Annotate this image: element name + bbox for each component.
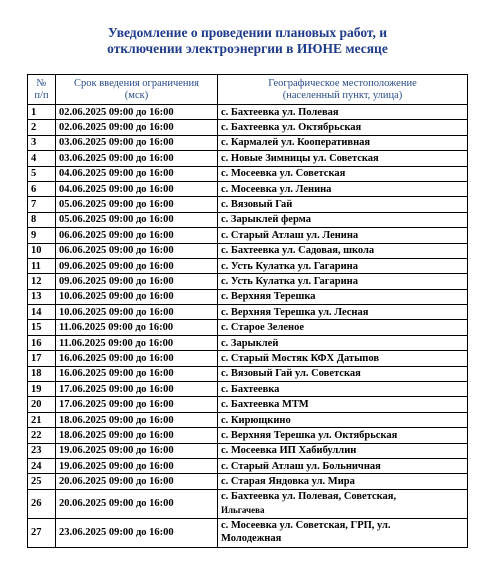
row-period: 06.06.2025 09:00 до 16:00	[56, 243, 218, 258]
table-row	[28, 458, 468, 473]
header-number: № п/п	[28, 75, 56, 105]
row-location: с. Бахтеевка ул. Полевая	[218, 105, 468, 120]
row-number: 11	[28, 258, 56, 273]
table-row	[28, 320, 468, 335]
table-row	[28, 289, 468, 304]
row-number: 18	[28, 366, 56, 381]
row-period: 03.06.2025 09:00 до 16:00	[56, 151, 218, 166]
row-number: 23	[28, 443, 56, 458]
row-number: 14	[28, 305, 56, 320]
row-location: с. Бахтеевка ул. Октябрьская	[218, 120, 468, 135]
row-location: с. Мосеевка ул. Советская	[218, 166, 468, 181]
row-number: 27	[28, 518, 56, 547]
outage-schedule-table	[27, 74, 468, 548]
row-period: 02.06.2025 09:00 до 16:00	[56, 105, 218, 120]
row-number: 22	[28, 428, 56, 443]
row-location-line-1: с. Мосеевка ул. Советская, ГРП, ул.	[221, 520, 391, 532]
row-period: 10.06.2025 09:00 до 16:00	[56, 289, 218, 304]
row-location	[218, 518, 468, 547]
row-period: 04.06.2025 09:00 до 16:00	[56, 166, 218, 181]
row-location: с. Старая Яндовка ул. Мира	[218, 474, 468, 489]
row-number: 17	[28, 351, 56, 366]
row-number: 2	[28, 120, 56, 135]
table-row	[28, 489, 468, 518]
row-period: 16.06.2025 09:00 до 16:00	[56, 351, 218, 366]
row-location	[218, 489, 468, 518]
row-period: 09.06.2025 09:00 до 16:00	[56, 258, 218, 273]
row-number: 10	[28, 243, 56, 258]
row-location: с. Верхняя Терешка ул. Октябрьская	[218, 428, 468, 443]
row-number: 7	[28, 197, 56, 212]
row-period: 02.06.2025 09:00 до 16:00	[56, 120, 218, 135]
table-row	[28, 428, 468, 443]
row-number: 26	[28, 489, 56, 518]
header-location: Географическое местоположение (населенный пункт, улица)	[218, 75, 468, 105]
row-period: 17.06.2025 09:00 до 16:00	[56, 397, 218, 412]
row-location: с. Бахтеевка ул. Садовая, школа	[218, 243, 468, 258]
row-location-line-2: Ильгачева	[221, 504, 265, 515]
table-row	[28, 518, 468, 547]
title-line-2: отключении электроэнергии в ИЮНЕ месяце	[107, 41, 388, 56]
table-row	[28, 443, 468, 458]
row-number: 25	[28, 474, 56, 489]
row-period: 06.06.2025 09:00 до 16:00	[56, 228, 218, 243]
row-location: с. Вязовый Гай ул. Советская	[218, 366, 468, 381]
table-row	[28, 197, 468, 212]
row-period: 17.06.2025 09:00 до 16:00	[56, 382, 218, 397]
table-row	[28, 412, 468, 427]
table-row	[28, 228, 468, 243]
table-row	[28, 135, 468, 150]
table-row	[28, 166, 468, 181]
row-location: с. Старый Атлаш ул. Ленина	[218, 228, 468, 243]
table-row	[28, 243, 468, 258]
table-row	[28, 382, 468, 397]
row-location: с. Мосеевка ул. Ленина	[218, 181, 468, 196]
table-row	[28, 397, 468, 412]
table-header-row	[28, 75, 468, 105]
table-row	[28, 120, 468, 135]
row-number: 16	[28, 335, 56, 350]
row-number: 24	[28, 458, 56, 473]
table-row	[28, 181, 468, 196]
row-number: 19	[28, 382, 56, 397]
title-line-1: Уведомление о проведении плановых работ, и	[107, 25, 388, 40]
row-location: с. Усть Кулатка ул. Гагарина	[218, 258, 468, 273]
header-period: Срок введения ограничения (мск)	[56, 75, 218, 105]
row-number: 8	[28, 212, 56, 227]
row-number: 12	[28, 274, 56, 289]
row-location: с. Верхняя Терешка	[218, 289, 468, 304]
row-period: 16.06.2025 09:00 до 16:00	[56, 366, 218, 381]
row-period: 19.06.2025 09:00 до 16:00	[56, 458, 218, 473]
row-number: 6	[28, 181, 56, 196]
table-row	[28, 305, 468, 320]
row-location: с. Новые Зимницы ул. Советская	[218, 151, 468, 166]
table-row	[28, 258, 468, 273]
row-period: 05.06.2025 09:00 до 16:00	[56, 197, 218, 212]
row-location: с. Кармалей ул. Кооперативная	[218, 135, 468, 150]
row-number: 9	[28, 228, 56, 243]
row-number: 5	[28, 166, 56, 181]
row-number: 4	[28, 151, 56, 166]
row-period: 09.06.2025 09:00 до 16:00	[56, 274, 218, 289]
row-location: с. Старое Зеленое	[218, 320, 468, 335]
table-row	[28, 212, 468, 227]
row-period: 20.06.2025 09:00 до 16:00	[56, 474, 218, 489]
row-number: 15	[28, 320, 56, 335]
row-period: 23.06.2025 09:00 до 16:00	[56, 518, 218, 547]
row-period: 20.06.2025 09:00 до 16:00	[56, 489, 218, 518]
row-location: с. Кирющкино	[218, 412, 468, 427]
row-location: с. Вязовый Гай	[218, 197, 468, 212]
table-row	[28, 335, 468, 350]
row-number: 13	[28, 289, 56, 304]
row-number: 1	[28, 105, 56, 120]
row-period: 11.06.2025 09:00 до 16:00	[56, 335, 218, 350]
table-row	[28, 105, 468, 120]
row-period: 05.06.2025 09:00 до 16:00	[56, 212, 218, 227]
row-period: 10.06.2025 09:00 до 16:00	[56, 305, 218, 320]
row-period: 11.06.2025 09:00 до 16:00	[56, 320, 218, 335]
table-row	[28, 366, 468, 381]
row-period: 18.06.2025 09:00 до 16:00	[56, 412, 218, 427]
row-location-line-1: с. Бахтеевка ул. Полевая, Советская,	[221, 491, 397, 503]
row-location: с. Старый Мостяк КФХ Датыпов	[218, 351, 468, 366]
row-number: 3	[28, 135, 56, 150]
row-number: 21	[28, 412, 56, 427]
table-row	[28, 274, 468, 289]
document-title	[40, 25, 455, 57]
row-location-line-2: Молодежная	[221, 532, 282, 544]
row-location: с. Усть Кулатка ул. Гагарина	[218, 274, 468, 289]
row-period: 04.06.2025 09:00 до 16:00	[56, 181, 218, 196]
row-location: с. Верхняя Терешка ул. Лесная	[218, 305, 468, 320]
row-period: 03.06.2025 09:00 до 16:00	[56, 135, 218, 150]
row-location: с. Мосеевка ИП Хабибуллин	[218, 443, 468, 458]
row-location: с. Зарыклей ферма	[218, 212, 468, 227]
table-row	[28, 474, 468, 489]
row-location: с. Старый Атлаш ул. Больничная	[218, 458, 468, 473]
row-number: 20	[28, 397, 56, 412]
row-location: с. Зарыклей	[218, 335, 468, 350]
row-location: с. Бахтеевка МТМ	[218, 397, 468, 412]
row-period: 18.06.2025 09:00 до 16:00	[56, 428, 218, 443]
table-row	[28, 151, 468, 166]
row-location: с. Бахтеевка	[218, 382, 468, 397]
row-period: 19.06.2025 09:00 до 16:00	[56, 443, 218, 458]
table-row	[28, 351, 468, 366]
